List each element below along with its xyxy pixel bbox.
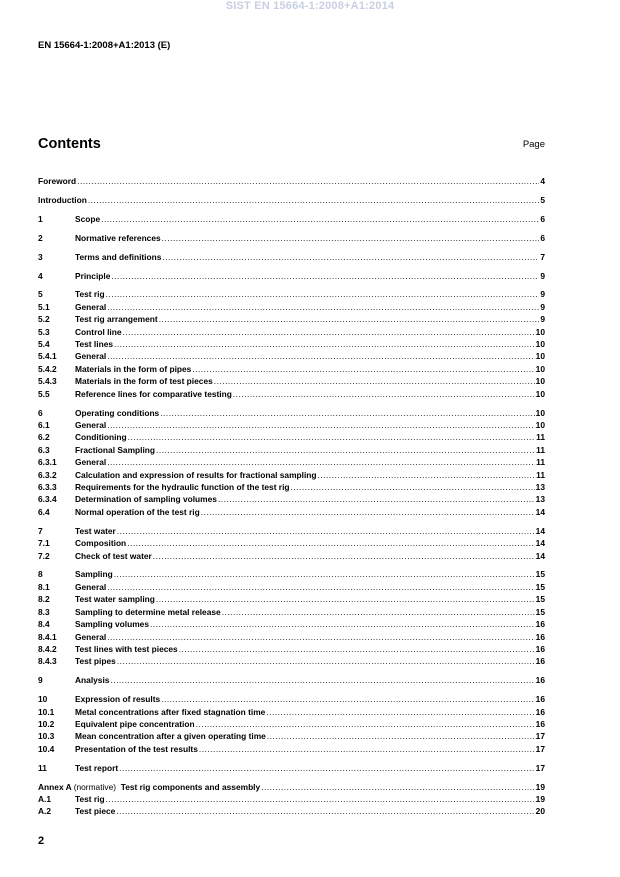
toc-entry-number: 10	[38, 694, 48, 705]
dot-leader	[266, 706, 534, 718]
toc-entry-title: Normal operation of the test rig	[75, 506, 200, 517]
toc-entry-page: 14	[535, 506, 545, 517]
toc-entry-title: Test piece	[75, 806, 116, 817]
toc-entry-title: Determination of sampling volumes	[75, 494, 217, 505]
toc-entry-number: 1	[38, 213, 43, 224]
toc-entry-number: 2	[38, 232, 43, 243]
toc-section-group	[38, 781, 545, 818]
toc-entry-title: Presentation of the test results	[75, 743, 198, 754]
toc-entry-page: 6	[540, 213, 545, 224]
dot-leader	[117, 525, 535, 537]
toc-entry[interactable]	[38, 326, 545, 338]
toc-section-group	[38, 270, 545, 282]
toc-entry-title: Sampling to determine metal release	[75, 606, 221, 617]
dot-leader	[123, 326, 535, 338]
toc-entry-number: 5.5	[38, 388, 50, 399]
toc-entry-number: 5.2	[38, 314, 50, 325]
toc-entry[interactable]	[38, 743, 545, 755]
dot-leader	[261, 781, 535, 793]
toc-entry-number: 8.3	[38, 606, 50, 617]
toc-entry-number: 10.2	[38, 718, 55, 729]
toc-section-group	[38, 693, 545, 755]
toc-entry[interactable]	[38, 407, 545, 419]
toc-entry[interactable]	[38, 506, 545, 518]
toc-entry[interactable]	[38, 568, 545, 580]
toc-entry-title: Test pipes	[75, 656, 116, 667]
toc-entry-number: 5.1	[38, 301, 50, 312]
toc-entry-title: Metal concentrations after fixed stagnation time	[75, 706, 266, 717]
toc-entry-number: 10.4	[38, 743, 55, 754]
toc-entry[interactable]	[38, 581, 545, 593]
toc-entry-number: 5.4.2	[38, 363, 57, 374]
toc-entry-page: 14	[535, 538, 545, 549]
toc-entry-title: Foreword	[38, 176, 77, 186]
annex-title: Test rig components and assembly	[120, 781, 261, 792]
annex-label: Annex A	[38, 781, 72, 792]
toc-entry[interactable]	[38, 606, 545, 618]
toc-section-group	[38, 232, 545, 244]
dot-leader	[233, 388, 535, 400]
toc-entry-title: Calculation and expression of results for fractional sampling	[75, 469, 317, 480]
toc-entry[interactable]	[38, 805, 545, 817]
page-number: 2	[38, 835, 45, 847]
annex-type: (normative)	[73, 781, 117, 792]
dot-leader	[156, 593, 535, 605]
toc-entry[interactable]	[38, 175, 545, 187]
toc-entry-page: 17	[535, 762, 545, 773]
toc-entry-page: 10	[535, 388, 545, 399]
dot-leader	[201, 506, 535, 518]
toc-entry[interactable]	[38, 288, 545, 300]
toc-entry-page: 10	[535, 376, 545, 387]
toc-entry-page: 11	[536, 432, 545, 443]
dot-leader	[150, 618, 535, 630]
toc-entry[interactable]	[38, 232, 545, 244]
toc-entry[interactable]	[38, 730, 545, 742]
toc-entry-number: 9	[38, 675, 43, 686]
toc-entry-number: 8.4	[38, 619, 50, 630]
toc-entry-title: Test water	[75, 525, 116, 536]
toc-entry[interactable]	[38, 194, 545, 206]
toc-entry-page: 19	[535, 793, 545, 804]
dot-leader	[106, 793, 535, 805]
toc-entry[interactable]	[38, 338, 545, 350]
dot-leader	[114, 338, 535, 350]
toc-entry-page: 15	[535, 594, 545, 605]
dot-leader	[117, 655, 535, 667]
dot-leader	[106, 288, 540, 300]
toc-entry-page: 9	[540, 270, 545, 281]
toc-entry-title: General	[75, 301, 107, 312]
toc-entry-number: 10.1	[38, 706, 55, 717]
toc-entry-title: Sampling	[75, 569, 113, 580]
toc-entry-number: 5.4.1	[38, 351, 57, 362]
dot-leader	[111, 270, 539, 282]
toc-entry-page: 4	[540, 176, 545, 186]
toc-entry[interactable]	[38, 375, 545, 387]
toc-entry-number: 8	[38, 569, 43, 580]
dot-leader	[199, 743, 535, 755]
toc-entry-title: General	[75, 457, 107, 468]
toc-entry-number: 6	[38, 407, 43, 418]
toc-entry-page: 10	[535, 351, 545, 362]
toc-entry-title: General	[75, 581, 107, 592]
dot-leader	[162, 232, 540, 244]
toc-entry-page: 16	[535, 706, 545, 717]
toc-entry-page: 15	[535, 581, 545, 592]
toc-entry-page: 15	[535, 606, 545, 617]
toc-entry[interactable]	[38, 251, 545, 263]
toc-entry-title: Test rig	[75, 793, 105, 804]
toc-section-group	[38, 194, 545, 206]
toc-entry[interactable]	[38, 537, 545, 549]
toc-entry-number: 8.2	[38, 594, 50, 605]
toc-entry[interactable]	[38, 706, 545, 718]
toc-entry-page: 19	[535, 781, 545, 792]
dot-leader	[160, 407, 534, 419]
toc-entry-page: 10	[535, 363, 545, 374]
toc-entry[interactable]	[38, 313, 545, 325]
toc-entry-title: General	[75, 631, 107, 642]
toc-section-group	[38, 251, 545, 263]
toc-entry-number: 7.2	[38, 550, 50, 561]
dot-leader	[192, 363, 534, 375]
dot-leader	[107, 456, 535, 468]
toc-entry-page: 9	[540, 301, 545, 312]
toc-entry-title: Sampling volumes	[75, 619, 149, 630]
toc-entry-page: 14	[535, 550, 545, 561]
toc-entry-title: Test lines	[75, 339, 114, 350]
toc-entry[interactable]	[38, 481, 545, 493]
toc-entry[interactable]	[38, 674, 545, 686]
dot-leader	[110, 674, 534, 686]
dot-leader	[107, 301, 539, 313]
toc-entry[interactable]	[38, 350, 545, 362]
toc-entry[interactable]	[38, 793, 545, 805]
toc-entry-title: Materials in the form of test pieces	[75, 376, 213, 387]
toc-entry-page: 11	[536, 469, 545, 480]
toc-entry-number: 8.4.3	[38, 656, 57, 667]
toc-entry[interactable]	[38, 593, 545, 605]
dot-leader	[222, 606, 535, 618]
toc-section-group	[38, 568, 545, 667]
toc-entry[interactable]	[38, 431, 545, 443]
dot-leader	[214, 375, 535, 387]
toc-entry-page: 16	[535, 619, 545, 630]
dot-leader	[162, 251, 539, 263]
toc-entry-title: Test water sampling	[75, 594, 155, 605]
dot-leader	[119, 762, 535, 774]
toc-entry-number: 3	[38, 251, 43, 262]
toc-entry-title: Control line	[75, 326, 122, 337]
toc-entry-number: 6.3	[38, 444, 50, 455]
toc-entry[interactable]	[38, 493, 545, 505]
toc-entry-number: 5.3	[38, 326, 50, 337]
toc-entry-title: Fractional Sampling	[75, 444, 156, 455]
toc-entry-page: 16	[535, 675, 545, 686]
toc-entry-title: Materials in the form of pipes	[75, 363, 192, 374]
toc-entry[interactable]	[38, 469, 545, 481]
toc-entry-title: Terms and definitions	[75, 251, 162, 262]
toc-section-group	[38, 525, 545, 562]
toc-entry-title: Analysis	[75, 675, 110, 686]
dot-leader	[291, 481, 535, 493]
toc-entry[interactable]	[38, 643, 545, 655]
dot-leader	[179, 643, 535, 655]
toc-entry-page: 17	[535, 731, 545, 742]
dot-leader	[114, 568, 535, 580]
toc-entry-page: 11	[536, 444, 545, 455]
toc-entry[interactable]	[38, 213, 545, 225]
dot-leader	[267, 730, 535, 742]
toc-entry-number: 6.3.1	[38, 457, 57, 468]
toc-entry[interactable]	[38, 444, 545, 456]
toc-entry-page: 10	[535, 420, 545, 430]
toc-section-group	[38, 175, 545, 187]
dot-leader	[101, 213, 539, 225]
toc-entry-number: 6.3.2	[38, 469, 57, 480]
toc-entry[interactable]	[38, 550, 545, 562]
toc-entry-title: Test rig arrangement	[75, 314, 158, 325]
dot-leader	[161, 693, 534, 705]
toc-entry-title: Reference lines for comparative testing	[75, 388, 232, 399]
dot-leader	[318, 469, 536, 481]
toc-entry-title	[38, 781, 260, 793]
toc-entry[interactable]	[38, 631, 545, 643]
toc-entry[interactable]	[38, 419, 545, 431]
toc-entry-number: 5.4.3	[38, 376, 57, 387]
toc-entry-page: 20	[535, 806, 545, 817]
toc-entry-title: Check of test water	[75, 550, 152, 561]
toc-entry-title: Scope	[75, 213, 101, 224]
page-column-label: Page	[522, 139, 545, 150]
toc-entry-title: Composition	[75, 538, 127, 549]
toc-entry-number: 6.3.3	[38, 482, 57, 493]
toc-entry-title: Mean concentration after a given operating time	[75, 731, 266, 742]
toc-entry[interactable]	[38, 655, 545, 667]
toc-entry-number: 5	[38, 289, 43, 300]
toc-entry-number: 8.1	[38, 581, 50, 592]
toc-entry[interactable]	[38, 363, 545, 375]
dot-leader	[107, 581, 534, 593]
toc-entry-page: 16	[535, 718, 545, 729]
toc-entry-number: 6.1	[38, 420, 50, 430]
toc-entry-number: 6.4	[38, 506, 50, 517]
toc-entry-title: Expression of results	[75, 694, 161, 705]
toc-entry-number: 8.4.1	[38, 631, 57, 642]
toc-entry-title: Test rig	[75, 289, 105, 300]
dot-leader	[159, 313, 540, 325]
toc-entry-number: 7.1	[38, 538, 50, 549]
dot-leader	[116, 805, 534, 817]
toc-entry-title: General	[75, 420, 107, 430]
toc-entry-number: 5.4	[38, 339, 50, 350]
toc-entry-page: 16	[535, 694, 545, 705]
dot-leader	[107, 350, 534, 362]
toc-entry-page: 9	[540, 314, 545, 325]
dot-leader	[153, 550, 535, 562]
toc-entry[interactable]	[38, 718, 545, 730]
dot-leader	[196, 718, 535, 730]
toc-entry[interactable]	[38, 762, 545, 774]
dot-leader	[107, 631, 534, 643]
toc-entry-number: A.2	[38, 806, 52, 817]
watermark: SIST EN 15664-1:2008+A1:2014	[225, 0, 395, 12]
toc-entry[interactable]	[38, 301, 545, 313]
toc-entry-page: 13	[535, 494, 545, 505]
toc-entry-title: Operating conditions	[75, 407, 160, 418]
toc-entry[interactable]	[38, 618, 545, 630]
toc-entry-page: 10	[535, 339, 545, 350]
toc-entry-title: Introduction	[38, 194, 87, 205]
standard-identifier: EN 15664-1:2008+A1:2013 (E)	[38, 40, 171, 51]
toc-entry-page: 14	[535, 525, 545, 536]
toc-entry-number: 11	[38, 762, 47, 773]
toc-section-group	[38, 674, 545, 686]
toc-entry-number: 10.3	[38, 731, 55, 742]
toc-entry-page: 11	[536, 457, 545, 468]
toc-section-group	[38, 288, 545, 400]
toc-entry-number: 6.2	[38, 432, 50, 443]
toc-entry-number: 4	[38, 270, 43, 281]
toc-entry-page: 16	[535, 631, 545, 642]
toc-entry-page: 16	[535, 656, 545, 667]
toc-entry-page: 9	[540, 289, 545, 300]
toc-entry-page: 15	[535, 569, 545, 580]
dot-leader	[107, 419, 534, 431]
dot-leader	[77, 175, 539, 187]
toc-entry[interactable]	[38, 270, 545, 282]
toc-entry-page: 10	[535, 407, 545, 418]
toc-entry-page: 16	[535, 643, 545, 654]
toc-entry-title: Conditioning	[75, 432, 127, 443]
toc-section-group	[38, 407, 545, 519]
dot-leader	[88, 194, 539, 206]
toc-entry-number: 8.4.2	[38, 643, 57, 654]
toc-entry-page: 6	[540, 232, 545, 243]
toc-section-group	[38, 762, 545, 774]
toc-entry-page: 7	[540, 251, 545, 262]
toc-entry[interactable]	[38, 388, 545, 400]
dot-leader	[127, 537, 534, 549]
toc-entry[interactable]	[38, 525, 545, 537]
toc-entry[interactable]	[38, 781, 545, 793]
toc-entry[interactable]	[38, 693, 545, 705]
toc-entry-title: Equivalent pipe concentration	[75, 718, 195, 729]
toc-entry[interactable]	[38, 456, 545, 468]
toc-entry-page: 10	[535, 326, 545, 337]
toc-entry-title: Test report	[75, 762, 119, 773]
toc-entry-title: Principle	[75, 270, 111, 281]
toc-entry-page: 17	[535, 743, 545, 754]
table-of-contents	[38, 175, 545, 824]
dot-leader	[128, 431, 536, 443]
dot-leader	[218, 493, 535, 505]
toc-entry-title: General	[75, 351, 107, 362]
toc-entry-page: 5	[540, 194, 545, 205]
contents-heading: Contents	[38, 136, 101, 152]
dot-leader	[156, 444, 535, 456]
toc-entry-title: Requirements for the hydraulic function of the test rig	[75, 482, 290, 493]
toc-entry-page: 13	[535, 482, 545, 493]
toc-entry-number: A.1	[38, 793, 52, 804]
toc-section-group	[38, 213, 545, 225]
toc-entry-title: Test lines with test pieces	[75, 643, 178, 654]
toc-entry-number: 7	[38, 525, 43, 536]
toc-entry-number: 6.3.4	[38, 494, 57, 505]
toc-entry-title: Normative references	[75, 232, 161, 243]
